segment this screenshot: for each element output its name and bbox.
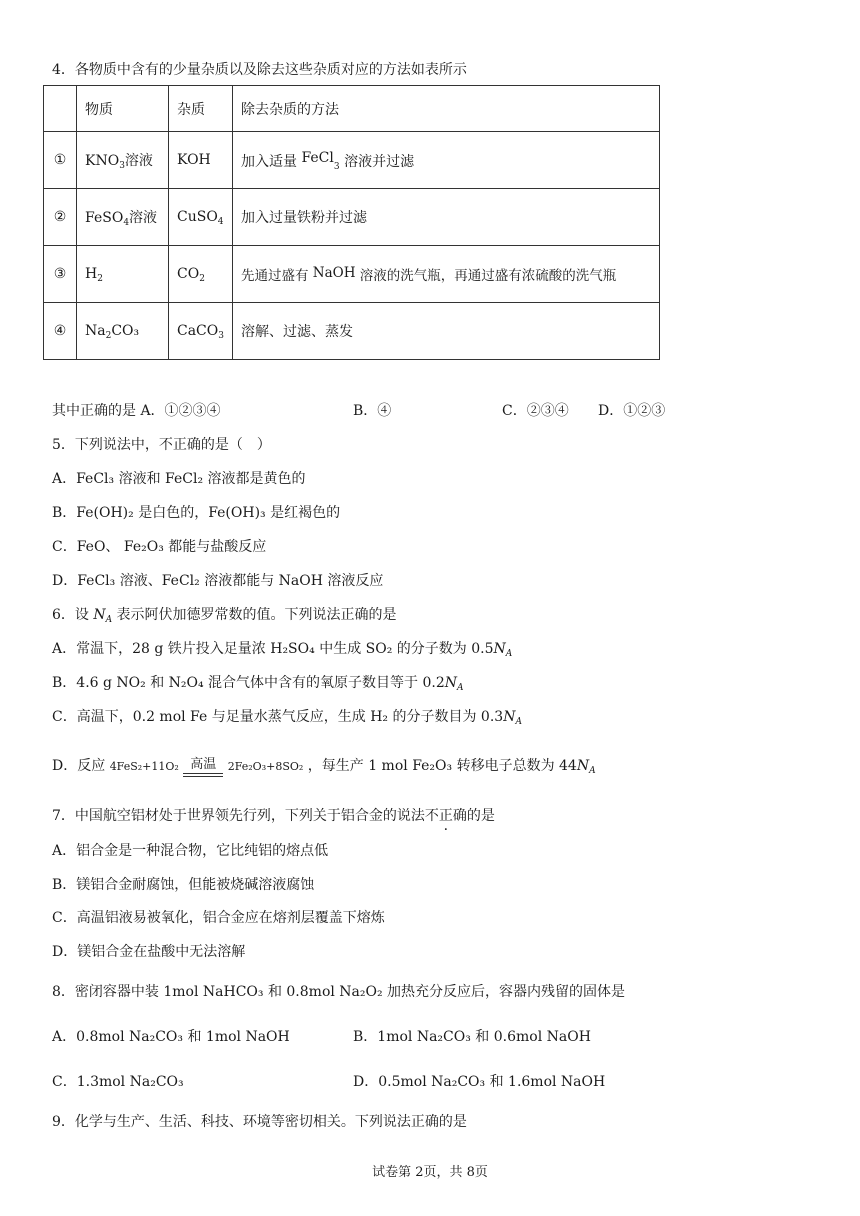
q5-option-c: C．FeO、 Fe₂O₃ 都能与盐酸反应 (52, 539, 267, 555)
table-row (44, 303, 660, 360)
q8-option-d: D．0.5mol Na₂CO₃ 和 1.6mol NaOH (353, 1074, 606, 1090)
reaction-rhs: 2Fe₂O₃+8SO₂ (227, 760, 304, 773)
reaction-arrow: 高温 (183, 758, 223, 777)
header-index (44, 86, 77, 132)
table-row (44, 132, 660, 189)
row-number: ③ (44, 246, 77, 303)
q7-stem: 7．中国航空铝材处于世界领先行列，下列关于铝合金的说法不正确的是 (52, 808, 495, 824)
q5-option-d: D．FeCl₃ 溶液、FeCl₂ 溶液都能与 NaOH 溶液反应 (52, 573, 384, 589)
emphasis-not-correct: 不正确 (424, 808, 467, 824)
substance-cell: $Na_2CO_3$ (77, 303, 169, 360)
method-cell: 先通过盛有 NaOH 溶液的洗气瓶，再通过盛有浓硫酸的洗气瓶 (233, 246, 660, 303)
q4-option-b: B．④ (353, 403, 392, 419)
impurity-cell: $CO_2$ (169, 246, 233, 303)
q7-option-b: B．镁铝合金耐腐蚀，但能被烧碱溶液腐蚀 (52, 877, 315, 893)
q4-option-a: 其中正确的是 A．①②③④ (52, 403, 221, 419)
q4-option-d: D．①②③ (598, 403, 666, 419)
q6-option-d: D．反应 4FeS₂+11O₂ 高温 2Fe₂O₃+8SO₂ ，每生产 1 mol Fe₂O₃ 转移电子总数为 $44N_A$ (52, 748, 596, 785)
method-cell: 溶解、过滤、蒸发 (233, 303, 660, 360)
reaction-lhs: 4FeS₂+11O₂ (109, 760, 179, 773)
q6-option-b: B．4.6 g NO₂ 和 N₂O₄ 混合气体中含有的氧原子数目等于 $0.2N_A$ (52, 675, 464, 693)
q6-stem: 6．设 $N_A$ 表示阿伏加德罗常数的值。下列说法正确的是 (52, 607, 397, 625)
page-footer: 试卷第 2页，共 8页 (372, 1165, 488, 1180)
impurity-table (43, 85, 660, 360)
table-row (44, 189, 660, 246)
q9-stem: 9．化学与生产、生活、科技、环境等密切相关。下列说法正确的是 (52, 1114, 467, 1130)
header-substance: 物质 (77, 86, 169, 132)
q8-option-b: B．1mol Na₂CO₃ 和 0.6mol NaOH (353, 1029, 591, 1045)
method-cell: 加入过量铁粉并过滤 (233, 189, 660, 246)
q6-option-c: C．高温下，0.2 mol Fe 与足量水蒸气反应，生成 H₂ 的分子数目为 $0.3N_A$ (52, 709, 522, 727)
q5-stem: 5．下列说法中，不正确的是（ ） (52, 437, 271, 453)
q5-option-b: B．Fe(OH)₂ 是白色的，Fe(OH)₃ 是红褐色的 (52, 505, 341, 521)
substance-cell: FeSO$_4$溶液 (77, 189, 169, 246)
method-cell: 加入适量 FeCl$_3$ 溶液并过滤 (233, 132, 660, 189)
q5-option-a: A．FeCl₃ 溶液和 FeCl₂ 溶液都是黄色的 (52, 471, 306, 487)
table-header-row (44, 86, 660, 132)
substance-cell: $H_2$ (77, 246, 169, 303)
q8-stem: 8．密闭容器中装 1mol NaHCO₃ 和 0.8mol Na₂O₂ 加热充分反应后，容器内残留的固体是 (52, 984, 626, 1000)
q4-option-c: C．②③④ (502, 403, 569, 419)
row-number: ② (44, 189, 77, 246)
q7-option-a: A．铝合金是一种混合物，它比纯铝的熔点低 (52, 843, 329, 859)
q8-option-a: A．0.8mol Na₂CO₃ 和 1mol NaOH (52, 1029, 290, 1045)
q4-stem: 4．各物质中含有的少量杂质以及除去这些杂质对应的方法如表所示 (52, 62, 467, 78)
header-impurity: 杂质 (169, 86, 233, 132)
substance-cell: $KNO_3$溶液 (77, 132, 169, 189)
row-number: ④ (44, 303, 77, 360)
q7-option-d: D．镁铝合金在盐酸中无法溶解 (52, 944, 246, 960)
header-method: 除去杂质的方法 (233, 86, 660, 132)
q6-option-a: A．常温下，28 g 铁片投入足量浓 H₂SO₄ 中生成 SO₂ 的分子数为 $0.5N_A$ (52, 641, 513, 659)
impurity-cell: CaCO$_3$ (169, 303, 233, 360)
q8-option-c: C．1.3mol Na₂CO₃ (52, 1074, 184, 1090)
table-row (44, 246, 660, 303)
impurity-cell: CuSO$_4$ (169, 189, 233, 246)
row-number: ① (44, 132, 77, 189)
q7-option-c: C．高温铝液易被氧化，铝合金应在熔剂层覆盖下熔炼 (52, 910, 385, 926)
impurity-cell: KOH (169, 132, 233, 189)
